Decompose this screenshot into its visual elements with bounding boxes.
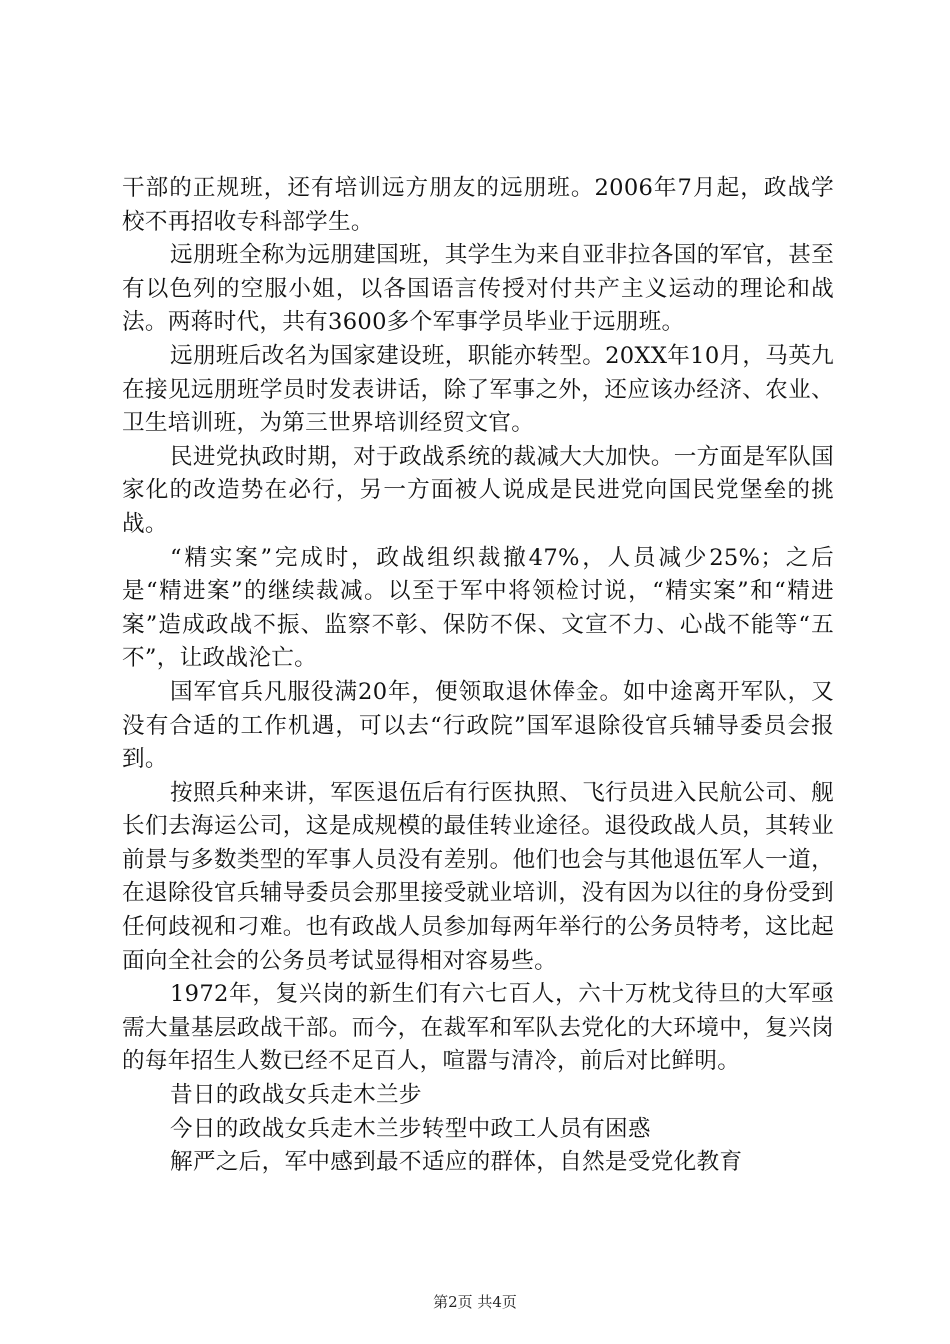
document-body: [122, 172, 834, 1180]
paragraph: 1972年，复兴岗的新生们有六七百人，六十万枕戈待旦的大军亟需大量基层政战干部。而今，在裁军和军队去党化的大环境中，复兴岗的每年招生人数已经不足百人，喧嚣与清冷，前后对比鲜明。: [122, 981, 834, 1075]
paragraph: “精实案”完成时，政战组织裁撤47%，人员减少25%；之后是“精进案”的继续裁减。以至于军中将领检讨说，“精实案”和“精进案”造成政战不振、监察不彰、保防不保、文宣不力、心战不能等“五不”，让政战沦亡。: [122, 544, 834, 672]
paragraph: 干部的正规班，还有培训远方朋友的远朋班。2006年7月起，政战学校不再招收专科部学生。: [122, 175, 834, 235]
page-number-label: 第2页 共4页: [433, 1293, 517, 1311]
paragraph: 按照兵种来讲，军医退伍后有行医执照、飞行员进入民航公司、舰长们去海运公司，这是成规模的最佳转业途径。退役政战人员，其转业前景与多数类型的军事人员没有差别。他们也会与其他退伍军人一道，在退除役官兵辅导委员会那里接受就业培训，没有因为以往的身份受到任何歧视和刁难。也有政战人员参加每两年举行的公务员特考，这比起面向全社会的公务员考试显得相对容易些。: [122, 779, 834, 974]
paragraph: 解严之后，军中感到最不适应的群体，自然是受党化教育: [170, 1149, 743, 1176]
paragraph: 民进党执政时期，对于政战系统的裁减大大加快。一方面是军队国家化的改造势在必行，另一方面被人说成是民进党向国民党堡垒的挑战。: [122, 443, 834, 537]
page-footer: [0, 1292, 950, 1312]
paragraph: 今日的政战女兵走木兰步转型中政工人员有困惑: [170, 1115, 651, 1142]
paragraph: 昔日的政战女兵走木兰步: [170, 1082, 422, 1109]
paragraph: 国军官兵凡服役满20年，便领取退休俸金。如中途离开军队，又没有合适的工作机遇，可以去“行政院”国军退除役官兵辅导委员会报到。: [122, 678, 834, 773]
paragraph: 远朋班全称为远朋建国班，其学生为来自亚非拉各国的军官，甚至有以色列的空服小姐，以各国语言传授对付共产主义运动的理论和战法。两蒋时代，共有3600多个军事学员毕业于远朋班。: [122, 242, 834, 336]
paragraph: 远朋班后改名为国家建设班，职能亦转型。20XX年10月，马英九在接见远朋班学员时发表讲话，除了军事之外，还应该办经济、农业、卫生培训班，为第三世界培训经贸文官。: [122, 342, 834, 437]
